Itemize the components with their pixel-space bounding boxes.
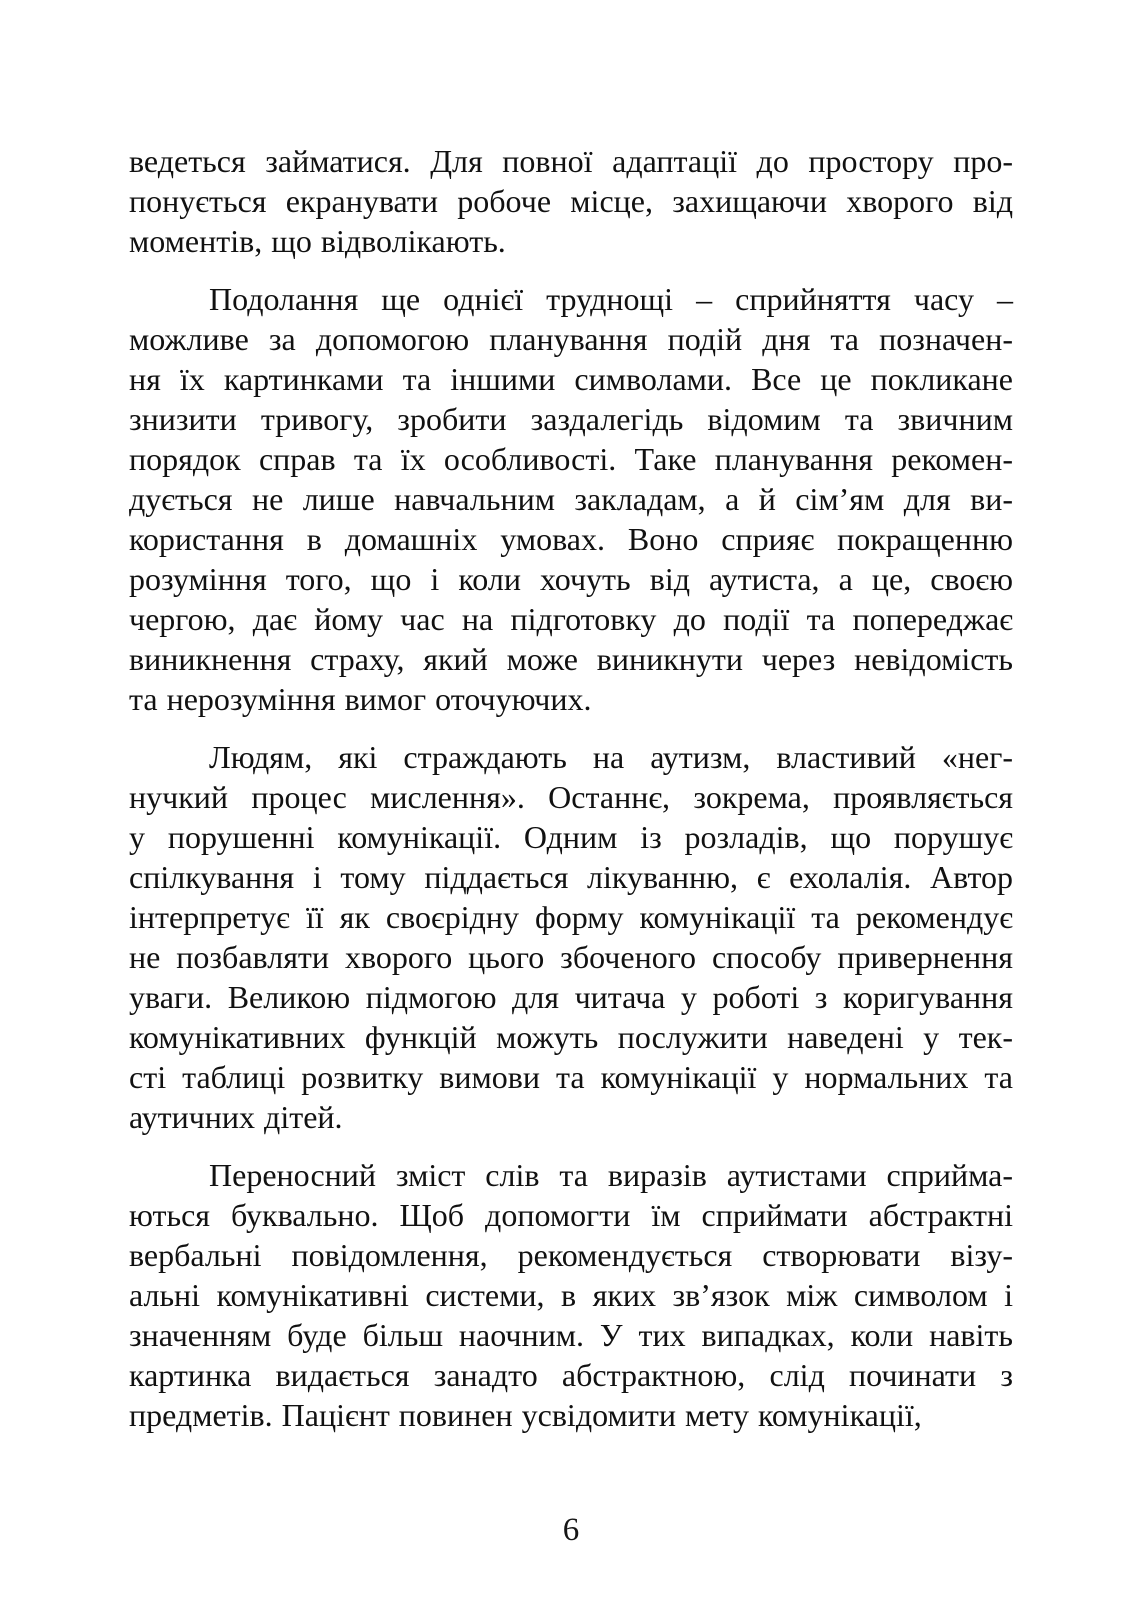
text-line: альні комунікативні системи, в яких зв’язок між символом і [129,1277,1013,1313]
text-line: сті таблиці розвитку вимови та комунікації у нормальних та [129,1059,1013,1095]
text-line: уваги. Великою підмогою для читача у роботі з коригування [129,979,1013,1015]
text-line: у порушенні комунікації. Одним із розладів, що порушує [129,819,1013,855]
text-line: ведеться займатися. Для повної адаптації до простору про- [129,143,1013,179]
text-line: моментів, що відволікають. [129,223,506,259]
text-line: спілкування і тому піддається лікуванню, є ехолалія. Автор [129,859,1013,895]
paragraph [129,1155,1013,1435]
text-line: ня їх картинками та іншими символами. Все це покликане [129,361,1013,397]
text-line: розуміння того, що і коли хочуть від аутиста, а це, своєю [129,561,1013,597]
text-line: знизити тривогу, зробити заздалегідь відомим та звичним [129,401,1013,437]
text-line: нучкий процес мислення». Останнє, зокрема, проявляється [129,779,1013,815]
text-line: порядок справ та їх особливості. Таке планування рекомен- [129,441,1013,477]
text-line: понується екранувати робоче місце, захищаючи хворого від [129,183,1013,219]
text-line: картинка видається занадто абстрактною, слід починати з [129,1357,1013,1393]
text-line: значенням буде більш наочним. У тих випадках, коли навіть [129,1317,1013,1353]
paragraph [129,737,1013,1137]
text-line: користання в домашніх умовах. Воно сприяє покращенню [129,521,1013,557]
paragraph [129,279,1013,719]
paragraph [129,141,1013,261]
text-line: можливе за допомогою планування подій дня та позначен- [129,321,1013,357]
text-line: комунікативних функцій можуть послужити наведені у тек- [129,1019,1013,1055]
text-line: чергою, дає йому час на підготовку до події та попереджає [129,601,1013,637]
page-number: 6 [562,1512,580,1548]
text-line: Подолання ще однієї труднощі – сприйняття часу – [209,281,1013,317]
text-line: та нерозуміння вимог оточуючих. [129,681,592,717]
text-line: Людям, які страждають на аутизм, властивий «нег- [209,739,1013,775]
text-line: вербальні повідомлення, рекомендується створювати візу- [129,1237,1013,1273]
text-line: аутичних дітей. [129,1099,343,1135]
text-line: предметів. Пацієнт повинен усвідомити мету комунікації, [129,1397,922,1433]
text-line: дується не лише навчальним закладам, а й сім’ям для ви- [129,481,1013,517]
text-line: ються буквально. Щоб допомогти їм сприймати абстрактні [129,1197,1013,1233]
text-line: виникнення страху, який може виникнути через невідомість [129,641,1013,677]
text-block [129,141,1013,1435]
page-footer [129,1510,1013,1550]
text-line: не позбавляти хворого цього збоченого способу привернення [129,939,1013,975]
text-line: Переносний зміст слів та виразів аутистами сприйма- [209,1157,1013,1193]
text-line: інтерпретує її як своєрідну форму комунікації та рекомендує [129,899,1013,935]
